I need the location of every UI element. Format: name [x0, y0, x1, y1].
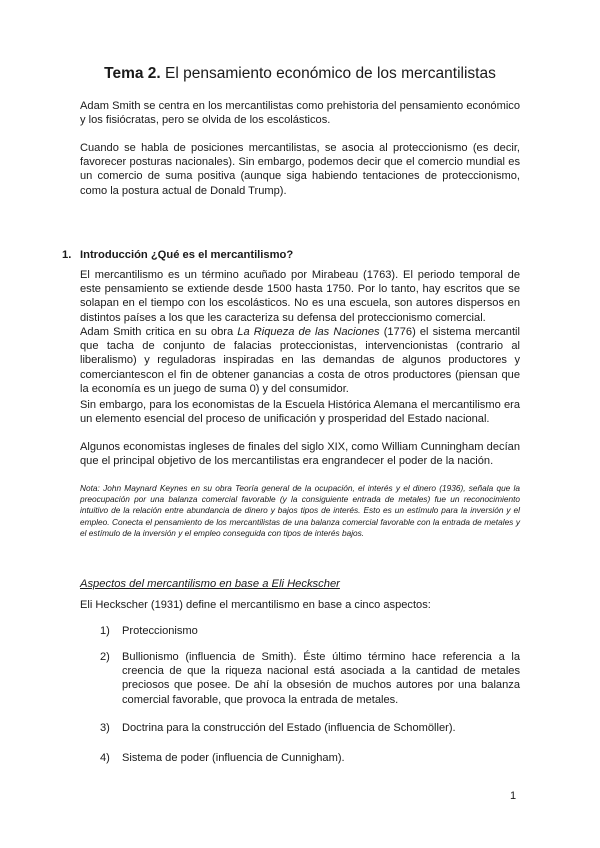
list-number: 1) [100, 625, 110, 637]
list-item [100, 624, 520, 638]
intro-paragraph-2: Cuando se habla de posiciones mercantilistas, se asocia al proteccionismo (es decir, favorecer posturas nacionales). Sin embargo, podemos decir que el comercio mundial es un comercio de suma positiva (aunque siga habiendo tentaciones de proteccionismo, como la postura actual de Donald Trump). [80, 142, 520, 197]
book-title: La Riqueza de las Naciones [237, 326, 380, 338]
keynes-note: Nota: John Maynard Keynes en su obra Teoría general de la ocupación, el interés y el dinero (1936), señala que la preocupación por una balanza comercial favorable (y la consiguiente entrada de metales) fue un reconocimiento intuitivo de la relación entre abundancia de dinero y bajos tipos de interés. Esto es un estímulo para la inversión y el empleo. Conecta el pensamiento de los mercantilistas de una balanza comercial favorable con la entrada de metales y el estímulo de la inversión y el empleo conseguida con tipos de interés bajos. [80, 483, 520, 538]
list-text: Proteccionismo [122, 625, 198, 637]
section-paragraph-1: El mercantilismo es un término acuñado por Mirabeau (1763). El periodo temporal de este pensamiento se extiende desde 1500 hasta 1750. Por lo tanto, hay escritos que se solapan en el tiempo con los escolásticos. No es una escuela, son autores dispersos en distintos países a los que les caracteriza su defensa del proteccionismo comercial. [80, 269, 520, 324]
list-number: 2) [100, 651, 110, 663]
page-number: 1 [510, 790, 517, 802]
list-item [100, 650, 520, 707]
section-title: Introducción ¿Qué es el mercantilismo? [80, 249, 294, 261]
list-text: Sistema de poder (influencia de Cunnigham). [122, 752, 345, 764]
section-paragraph-3: Sin embargo, para los economistas de la Escuela Histórica Alemana el mercantilismo era un elemento esencial del proceso de unificación y prosperidad del Estado nacional. [80, 399, 520, 426]
list-text: Doctrina para la construcción del Estado (influencia de Schomöller). [122, 722, 456, 734]
heckscher-subheading: Aspectos del mercantilismo en base a Eli Heckscher [80, 578, 340, 590]
list-number: 3) [100, 722, 110, 734]
list-item [100, 751, 520, 765]
title-bold: Tema 2. [104, 65, 161, 82]
p2-after: (1776) el sistema mercantil que tacha de conjunto de falacias proteccionistas, intervencionistas (contrario al liberalismo) y reguladoras inspiradas en las demandas de algunos productores y comerciantescon el fin de obtener ganancias a costa de otros productores (piensan que la economía es un juego de suma 0) y del consumidor. [80, 326, 520, 395]
p2-before: Adam Smith critica en su obra [80, 326, 238, 338]
section-paragraph-2 [80, 325, 520, 396]
heckscher-lead: Eli Heckscher (1931) define el mercantilismo en base a cinco aspectos: [80, 599, 431, 611]
section-paragraph-4: Algunos economistas ingleses de finales del siglo XIX, como William Cunningham decían que el principal objetivo de los mercantilistas era engrandecer el poder de la nación. [80, 441, 520, 468]
list-item [100, 721, 520, 735]
list-number: 4) [100, 752, 110, 764]
title-rest: El pensamiento económico de los mercantilistas [160, 65, 496, 82]
intro-paragraph-1: Adam Smith se centra en los mercantilistas como prehistoria del pensamiento económico y los fisiócratas, pero se olvida de los escolásticos. [80, 100, 520, 127]
page-title [0, 64, 600, 84]
section-heading [62, 248, 293, 262]
section-number: 1. [62, 249, 72, 261]
list-text: Bullionismo (influencia de Smith). Éste último término hace referencia a la creencia de que la riqueza nacional está asociada a la cantidad de metales preciosos que posee. De ahí la obsesión de muchos autores por una balanza comercial favorable, que provoca la entrada de metales. [122, 651, 520, 706]
